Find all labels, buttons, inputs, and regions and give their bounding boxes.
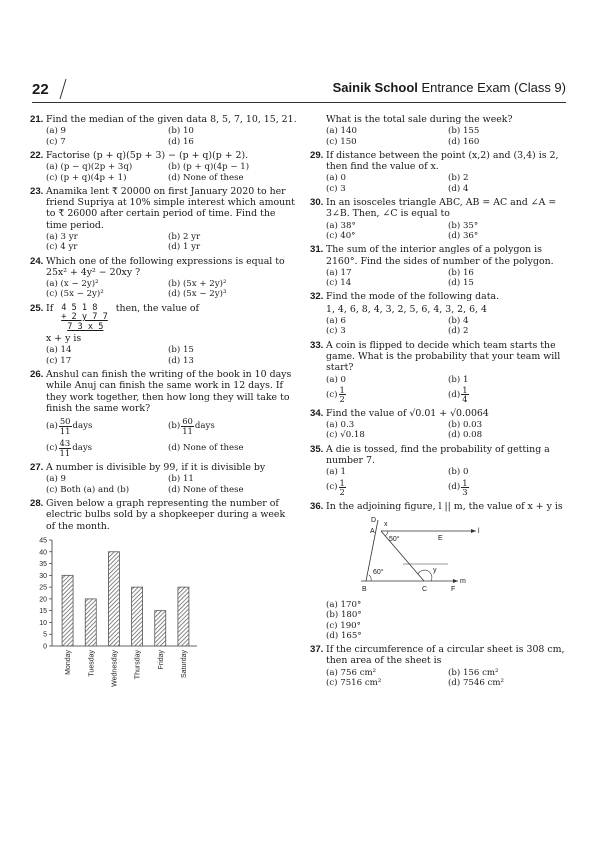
option-c[interactable]: (c) 190° (326, 620, 361, 631)
fraction (339, 386, 346, 404)
option-label: (d) (448, 389, 461, 400)
y-tick-label: 40 (39, 549, 47, 557)
question-number: 28. (30, 498, 44, 510)
option-d[interactable]: (d) 36° (448, 230, 479, 241)
question-text: Anshul can finish the writing of the book in 10 days while Anuj can finish the same work in 12 days. If they work together, then how long they will take to finish the same work? (46, 369, 292, 414)
option-c[interactable]: (c) 3 (326, 326, 346, 337)
question-text: Find the value of √0.01 + √0.0064 (326, 407, 489, 419)
header-slash-decoration (58, 78, 68, 100)
options (326, 420, 568, 441)
y-tick-label: 20 (39, 596, 47, 604)
geometry-figure-svg (336, 516, 486, 598)
question-text-then: then, the value of (115, 302, 200, 314)
denominator: 11 (59, 425, 71, 436)
option-label: (c) (326, 389, 338, 400)
options (326, 221, 568, 242)
numerator: 1 (462, 384, 468, 395)
option-a[interactable]: (a) 1 (326, 467, 347, 478)
question-37 (312, 644, 568, 688)
question-text: Factorise (p + q)(5p + 3) − (p + q)(p + 2). (46, 149, 249, 161)
option-a[interactable] (46, 415, 168, 437)
question-text-end: x + y is (46, 333, 82, 345)
option-d[interactable]: (d) 0.08 (448, 430, 483, 441)
y-tick-label: 10 (39, 619, 47, 627)
question-number: 22. (30, 149, 44, 161)
numerator: 43 (59, 438, 71, 449)
option-b[interactable]: (b) 11 (168, 474, 194, 485)
option-a[interactable]: (a) 140 (326, 126, 357, 137)
y-tick-label: 45 (39, 537, 47, 545)
option-b[interactable]: (b) 4 (448, 316, 469, 327)
book-title-rest: Entrance Exam (Class 9) (421, 80, 566, 95)
label-m: m (460, 577, 466, 585)
option-c[interactable]: (c) (5x − 2y)² (46, 289, 104, 300)
option-c[interactable] (326, 478, 448, 498)
question-text-if: If (46, 302, 54, 314)
option-d[interactable]: (d) 1 yr (168, 242, 201, 253)
option-d[interactable]: (d) 160 (448, 136, 480, 147)
addition-row-2: + 2 y 7 7 (61, 312, 108, 323)
option-a[interactable]: (a) 0 (326, 374, 347, 385)
bar-chart-svg (32, 536, 202, 696)
option-c[interactable]: (c) 40° (326, 230, 356, 241)
denominator: 4 (462, 394, 468, 405)
option-d[interactable]: (d) None of these (168, 484, 244, 495)
fraction (461, 386, 468, 404)
question-25 (32, 303, 297, 366)
question-number: 23. (30, 185, 44, 197)
question-data: 1, 4, 6, 8, 4, 3, 2, 5, 6, 4, 3, 2, 6, 4 (326, 303, 487, 315)
question-number: 24. (30, 255, 44, 267)
option-c[interactable]: (c) 7 (46, 136, 66, 147)
option-b[interactable]: (b) 15 (168, 345, 194, 356)
question-number: 25. (30, 302, 44, 314)
option-a[interactable]: (a) 0.3 (326, 420, 355, 431)
options (46, 279, 297, 300)
question-25-stem (46, 303, 297, 333)
fraction (59, 439, 72, 457)
numerator: 1 (339, 384, 345, 395)
question-number: 29. (310, 149, 324, 161)
question-text: Anamika lent ₹ 20000 on first January 2020 to her friend Supriya at 10% simple interest which amount to ₹ 26000 after certain period of time. Find the time period. (46, 185, 295, 231)
addition-puzzle (61, 304, 108, 332)
denominator: 2 (339, 487, 345, 498)
question-23 (32, 186, 297, 253)
option-b[interactable]: (b) 155 (448, 126, 480, 137)
option-a[interactable]: (a) (x − 2y)² (46, 279, 99, 290)
question-28 (32, 498, 297, 532)
question-number: 26. (30, 369, 44, 381)
bar-thursday (132, 587, 143, 646)
arrow-m-head (453, 579, 458, 583)
right-column (312, 114, 568, 691)
chart-bars (62, 552, 189, 646)
addition-row-1: 4 5 1 8 (61, 302, 98, 313)
x-tick-label: Thursday (134, 649, 142, 680)
option-a[interactable]: (a) 9 (46, 126, 67, 137)
arrow-l-head (471, 529, 476, 533)
denominator: 3 (462, 487, 468, 498)
option-b[interactable]: (b) (p + q)(4p − 1) (168, 162, 250, 173)
option-label: (b) (168, 420, 181, 431)
option-d[interactable] (448, 478, 568, 498)
question-text: The sum of the interior angles of a polygon is 2160°. Find the sides of number of the polygon. (326, 244, 554, 267)
options (326, 375, 568, 405)
label-A: A (370, 527, 375, 535)
label-x: x (384, 520, 388, 528)
question-32 (312, 291, 568, 336)
question-text: Given below a graph representing the number of electric bulbs sold by a shopkeeper during a week of the month. (46, 498, 286, 532)
denominator: 11 (59, 447, 71, 458)
question-28-continued (312, 114, 568, 147)
bar-monday (62, 575, 73, 646)
option-d[interactable]: (d) None of these (168, 442, 244, 453)
option-b[interactable]: (b) 2 (448, 173, 469, 184)
book-title-bold: Sainik School (332, 80, 418, 95)
label-D: D (371, 516, 377, 524)
label-C: C (422, 585, 428, 593)
option-b[interactable] (168, 415, 297, 437)
option-d[interactable]: (d) None of these (168, 172, 244, 183)
options (326, 668, 568, 689)
bar-tuesday (85, 599, 96, 646)
question-text: What is the total sale during the week? (326, 114, 513, 125)
bar-saturday (178, 587, 189, 646)
option-a[interactable]: (a) 38° (326, 220, 356, 231)
option-c[interactable]: (c) 4 yr (46, 242, 78, 253)
option-unit: days (72, 442, 93, 453)
x-tick-label: Tuesday (88, 649, 96, 677)
question-33 (312, 340, 568, 405)
numerator: 60 (182, 416, 193, 427)
question-number: 35. (310, 443, 324, 455)
option-b[interactable]: (b) 2 yr (168, 231, 201, 242)
option-d[interactable]: (d) (5x − 2y)³ (168, 289, 227, 300)
option-a[interactable]: (a) 9 (46, 474, 67, 485)
x-tick-label: Saturday (180, 649, 188, 678)
fraction (461, 479, 468, 497)
fraction (59, 417, 72, 435)
question-29 (312, 150, 568, 194)
bar-friday (155, 611, 166, 646)
option-c[interactable]: (c) 17 (46, 355, 72, 366)
option-a[interactable]: (a) 170° (326, 599, 362, 610)
option-d[interactable]: (d) 7546 cm² (448, 678, 504, 688)
option-a[interactable]: (a) 17 (326, 267, 352, 278)
question-31 (312, 244, 568, 288)
question-text: A number is divisible by 99, if it is divisible by (46, 462, 266, 474)
segment-ac (381, 531, 424, 581)
y-tick-label: 35 (39, 560, 47, 568)
question-27 (32, 462, 297, 495)
option-b[interactable]: (b) 156 cm² (448, 667, 499, 678)
option-unit: days (194, 420, 215, 431)
y-tick-label: 5 (43, 631, 47, 639)
option-b[interactable]: (b) 10 (168, 126, 194, 137)
option-a[interactable]: (a) 6 (326, 316, 347, 327)
options (326, 467, 568, 497)
question-22 (32, 150, 297, 183)
options (46, 126, 297, 147)
denominator: 11 (182, 425, 193, 436)
fraction (181, 417, 194, 435)
option-b[interactable]: (b) 35° (448, 220, 479, 231)
denominator: 2 (339, 394, 345, 405)
option-b[interactable]: (b) 16 (448, 267, 474, 278)
book-title (333, 80, 566, 96)
question-number: 30. (310, 197, 324, 209)
option-a[interactable]: (a) 3 yr (46, 231, 78, 242)
options (326, 173, 568, 194)
option-a[interactable]: (a) 14 (46, 345, 72, 356)
option-label: (c) (326, 482, 338, 493)
question-24 (32, 256, 297, 300)
option-c[interactable]: (c) 150 (326, 136, 357, 147)
option-a[interactable]: (a) (p − q)(2p + 3q) (46, 162, 133, 173)
question-number: 33. (310, 339, 324, 351)
option-unit: days (72, 420, 93, 431)
options (46, 232, 297, 253)
options (326, 126, 568, 147)
options (326, 268, 568, 289)
question-number: 36. (310, 500, 324, 512)
option-c[interactable]: (c) √0.18 (326, 430, 365, 441)
question-30 (312, 197, 568, 241)
question-text: In the adjoining figure, l || m, the value of x + y is (326, 500, 563, 512)
options (326, 316, 568, 337)
left-column (32, 114, 297, 696)
y-tick-label: 30 (39, 572, 47, 580)
angle-arc-y (418, 570, 432, 581)
options (46, 162, 297, 183)
question-text: If the circumference of a circular sheet is 308 cm, then area of the sheet is (326, 644, 565, 667)
option-d[interactable]: (d) 15 (448, 278, 474, 289)
question-26 (32, 369, 297, 459)
bar-wednesday (108, 552, 119, 646)
question-expression: 25x² + 4y² − 20xy ? (46, 266, 141, 278)
option-d[interactable] (448, 385, 568, 405)
question-number: 32. (310, 291, 324, 303)
angle-arc-60 (369, 575, 371, 581)
page-number: 22 (32, 81, 49, 98)
question-text: A die is tossed, find the probability of getting a number 7. (326, 443, 550, 466)
label-B: B (362, 585, 367, 593)
x-tick-label: Wednesday (111, 649, 119, 687)
option-label: (a) (46, 420, 58, 431)
option-label: (d) (448, 482, 461, 493)
option-c[interactable] (46, 437, 168, 459)
option-b[interactable]: (b) (5x + 2y)² (168, 279, 227, 290)
question-text: Find the mode of the following data. (326, 291, 500, 303)
bulb-sales-chart (32, 536, 202, 696)
options-vertical (326, 600, 568, 641)
y-tick-label: 15 (39, 608, 47, 616)
y-tick-label: 25 (39, 584, 47, 592)
option-d[interactable]: (d) 165° (326, 630, 362, 641)
question-34 (312, 408, 568, 441)
question-number: 21. (30, 114, 44, 125)
options (46, 415, 297, 459)
x-tick-label: Monday (65, 649, 73, 675)
option-c[interactable]: (c) 7516 cm² (326, 678, 382, 688)
question-35 (312, 444, 568, 498)
label-F: F (451, 585, 456, 593)
option-b[interactable]: (b) 180° (326, 610, 362, 621)
fraction (339, 479, 346, 497)
question-text: A coin is flipped to decide which team starts the game. What is the probability that your team will start? (326, 339, 561, 374)
option-c[interactable]: (c) (p + q)(4p + 1) (46, 172, 127, 183)
question-21 (32, 114, 297, 147)
question-number: 34. (310, 407, 324, 419)
options (46, 345, 297, 366)
addition-row-3: 7 3 x 5 (67, 321, 104, 332)
question-text: Which one of the following expressions is equal to (46, 255, 285, 267)
numerator: 50 (59, 416, 71, 427)
option-c[interactable] (326, 385, 448, 405)
question-36 (312, 501, 568, 642)
x-tick-label: Friday (157, 649, 165, 670)
option-c[interactable]: (c) 14 (326, 278, 352, 289)
angle-arc-50 (385, 531, 388, 536)
option-d[interactable]: (d) 13 (168, 355, 194, 366)
option-b[interactable]: (b) 0 (448, 467, 469, 478)
parallel-lines-figure (336, 516, 486, 598)
question-text: Find the median of the given data 8, 5, 7, 10, 15, 21. (46, 114, 297, 125)
option-a[interactable]: (a) 756 cm² (326, 667, 377, 678)
label-50: 50° (389, 535, 400, 543)
numerator: 1 (339, 477, 345, 488)
option-c[interactable]: (c) 3 (326, 183, 346, 194)
option-b[interactable]: (b) 1 (448, 374, 469, 385)
label-60: 60° (373, 568, 384, 576)
option-c[interactable]: (c) Both (a) and (b) (46, 484, 130, 495)
y-tick-label: 0 (43, 643, 47, 651)
option-d[interactable]: (d) 2 (448, 326, 469, 337)
question-number: 31. (310, 244, 324, 256)
option-a[interactable]: (a) 0 (326, 173, 347, 184)
options (46, 474, 297, 495)
label-E: E (438, 534, 443, 542)
question-text: In an isosceles triangle ABC, AB = AC and ∠A = 3∠B. Then, ∠C is equal to (326, 197, 557, 220)
option-d[interactable]: (d) 4 (448, 183, 469, 194)
option-label: (c) (46, 442, 58, 453)
label-y: y (433, 566, 437, 574)
label-l: l (478, 527, 480, 535)
header-rule (32, 102, 566, 103)
option-b[interactable]: (b) 0.03 (448, 420, 483, 431)
option-d[interactable]: (d) 16 (168, 136, 194, 147)
question-number: 27. (30, 462, 44, 474)
numerator: 1 (462, 477, 468, 488)
question-text: If distance between the point (x,2) and (3,4) is 2, then find the value of x. (326, 149, 559, 173)
question-number: 37. (310, 644, 324, 656)
